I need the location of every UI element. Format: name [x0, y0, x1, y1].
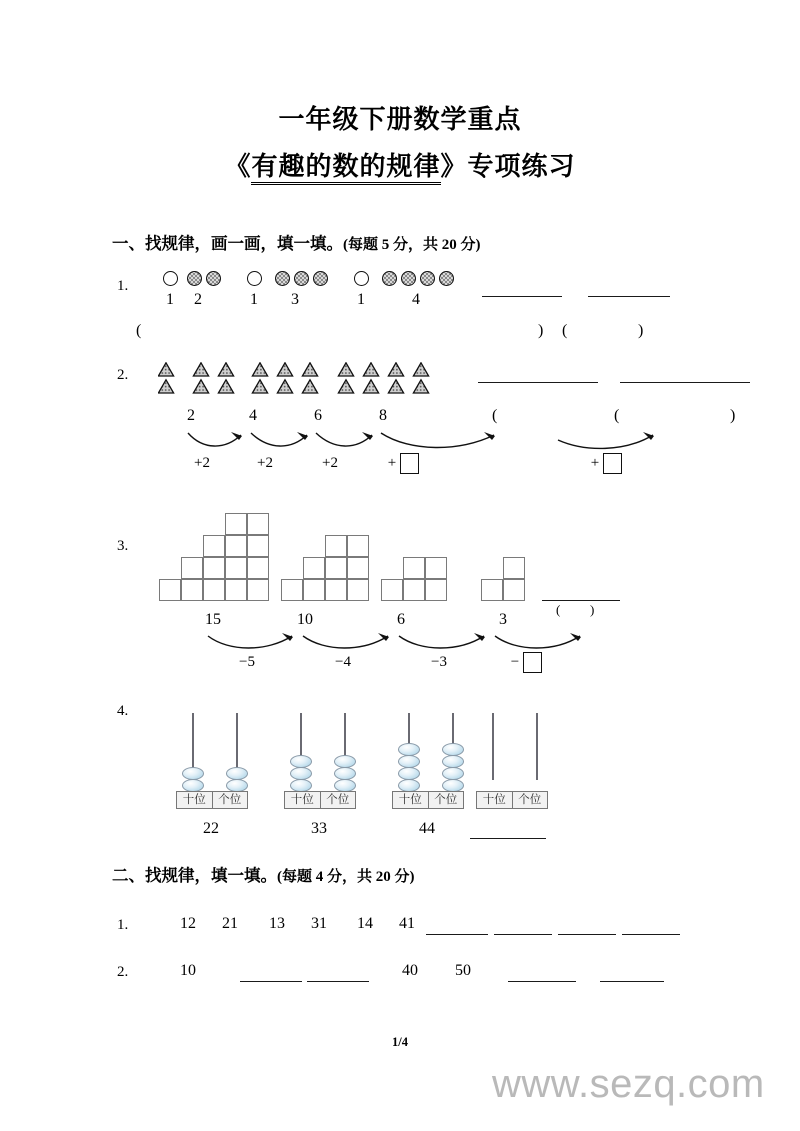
section-one-heading	[112, 230, 481, 254]
answer-blank-6[interactable]	[470, 838, 546, 839]
section-two-heading	[112, 862, 415, 886]
title-bracket-close: 》专项练习	[440, 152, 576, 181]
paren-open-2: (	[562, 322, 568, 339]
circle-group-label-6: 4	[412, 291, 420, 308]
stair-total-6: 6	[397, 611, 405, 628]
answer-box-1[interactable]	[400, 453, 419, 474]
paren-close-1: )	[538, 322, 544, 339]
answer-blank-3[interactable]	[478, 382, 598, 383]
stair-total-10: 10	[297, 611, 313, 628]
step-label-minus4: −4	[335, 654, 351, 670]
sequence-value-4: 4	[249, 407, 257, 424]
seq2-value-3: 13	[269, 915, 285, 932]
arrow-row-q3	[205, 630, 625, 660]
answer-blank-1[interactable]	[482, 296, 562, 297]
seq3-value-10: 10	[180, 962, 196, 979]
circle-group-label-4: 3	[291, 291, 299, 308]
answer-box-2[interactable]	[603, 453, 622, 474]
question-2-2-number: 2.	[117, 964, 129, 980]
seq2-value-4: 31	[311, 915, 327, 932]
answer-blank-8[interactable]	[494, 934, 552, 935]
abacus-value-44: 44	[419, 820, 435, 837]
step-label-1: +2	[194, 455, 210, 471]
seq2-value-1: 12	[180, 915, 196, 932]
answer-box-3[interactable]	[523, 652, 542, 673]
abacus-tens-label: 十位	[182, 794, 206, 806]
circle-shaded	[420, 271, 435, 286]
title-emphasis: 有趣的数的规律	[251, 152, 440, 185]
stair-total-3: 3	[499, 611, 507, 628]
answer-blank-4[interactable]	[620, 382, 750, 383]
section-two-score-note: (每题 4 分，共 20 分)	[277, 869, 415, 885]
title-line-2	[0, 146, 800, 188]
triangle-groups	[158, 362, 478, 398]
seq3-value-50: 50	[455, 962, 471, 979]
abacus-tens-label: 十位	[398, 794, 422, 806]
step-box-prefix-3: −	[510, 654, 520, 670]
step-box-prefix-1: +	[387, 455, 397, 471]
abacus-rod-tens	[492, 713, 494, 780]
section-one-heading-text: 一、找规律，画一画，填一填。	[112, 234, 343, 253]
abacus-tens-label: 十位	[482, 794, 506, 806]
seq2-value-2: 21	[222, 915, 238, 932]
section-one-score-note: (每题 5 分，共 20 分)	[343, 237, 481, 253]
step-label-minus5: −5	[239, 654, 255, 670]
question-1-4-number: 4.	[117, 703, 129, 719]
circle-white	[247, 271, 262, 286]
sequence-paren-close: )	[730, 407, 736, 424]
circle-shaded	[382, 271, 397, 286]
step-box-prefix-2: +	[590, 455, 600, 471]
answer-blank-14[interactable]	[600, 981, 664, 982]
abacus-rod-ones	[536, 713, 538, 780]
q3-paren-open: (	[556, 602, 561, 617]
circle-group-label-1: 1	[166, 291, 174, 308]
seq3-value-40: 40	[402, 962, 418, 979]
circle-shaded	[439, 271, 454, 286]
sequence-paren-open-2: (	[614, 407, 620, 424]
answer-blank-10[interactable]	[622, 934, 680, 935]
page-title	[0, 100, 800, 188]
circle-shaded	[206, 271, 221, 286]
step-label-3: +2	[322, 455, 338, 471]
question-1-2-number: 2.	[117, 367, 129, 383]
circle-shaded	[187, 271, 202, 286]
sequence-value-8: 8	[379, 407, 387, 424]
circle-shaded	[313, 271, 328, 286]
section-two-heading-text: 二、找规律，填一填。	[112, 866, 277, 885]
circle-white	[354, 271, 369, 286]
paren-open-1: (	[136, 322, 142, 339]
question-1-3-number: 3.	[117, 538, 129, 554]
circle-shaded	[275, 271, 290, 286]
abacus-base	[176, 791, 248, 809]
paren-close-2: )	[638, 322, 644, 339]
circle-group-label-3: 1	[250, 291, 258, 308]
seq2-value-6: 41	[399, 915, 415, 932]
circle-group-label-2: 2	[194, 291, 202, 308]
sequence-value-2: 2	[187, 407, 195, 424]
abacus-tens-label: 十位	[290, 794, 314, 806]
abacus-base	[284, 791, 356, 809]
question-1-1-number: 1.	[117, 278, 129, 294]
sequence-value-6: 6	[314, 407, 322, 424]
circle-shaded	[401, 271, 416, 286]
abacus-ones-label: 个位	[212, 792, 248, 808]
answer-blank-2[interactable]	[588, 296, 670, 297]
abacus-base	[476, 791, 548, 809]
stair-total-15: 15	[205, 611, 221, 628]
circle-white	[163, 271, 178, 286]
circle-group-label-5: 1	[357, 291, 365, 308]
answer-blank-7[interactable]	[426, 934, 488, 935]
abacus-base	[392, 791, 464, 809]
watermark: www.sezq.com	[492, 1062, 765, 1106]
answer-blank-9[interactable]	[558, 934, 616, 935]
answer-blank-5[interactable]	[542, 600, 620, 601]
answer-blank-13[interactable]	[508, 981, 576, 982]
sequence-paren-open-1: (	[492, 407, 498, 424]
answer-blank-11[interactable]	[240, 981, 302, 982]
abacus-ones-label: 个位	[512, 792, 548, 808]
title-line-1: 一年级下册数学重点	[278, 105, 522, 134]
q3-paren-close: )	[590, 602, 595, 617]
abacus-ones-label: 个位	[320, 792, 356, 808]
abacus-value-33: 33	[311, 820, 327, 837]
seq2-value-5: 14	[357, 915, 373, 932]
page-number: 1/4	[392, 1035, 408, 1049]
circle-shaded	[294, 271, 309, 286]
abacus-value-22: 22	[203, 820, 219, 837]
title-bracket-open: 《	[224, 152, 252, 181]
abacus-ones-label: 个位	[428, 792, 464, 808]
question-2-1-number: 1.	[117, 917, 129, 933]
step-label-2: +2	[257, 455, 273, 471]
step-label-minus3: −3	[431, 654, 447, 670]
answer-blank-12[interactable]	[307, 981, 369, 982]
